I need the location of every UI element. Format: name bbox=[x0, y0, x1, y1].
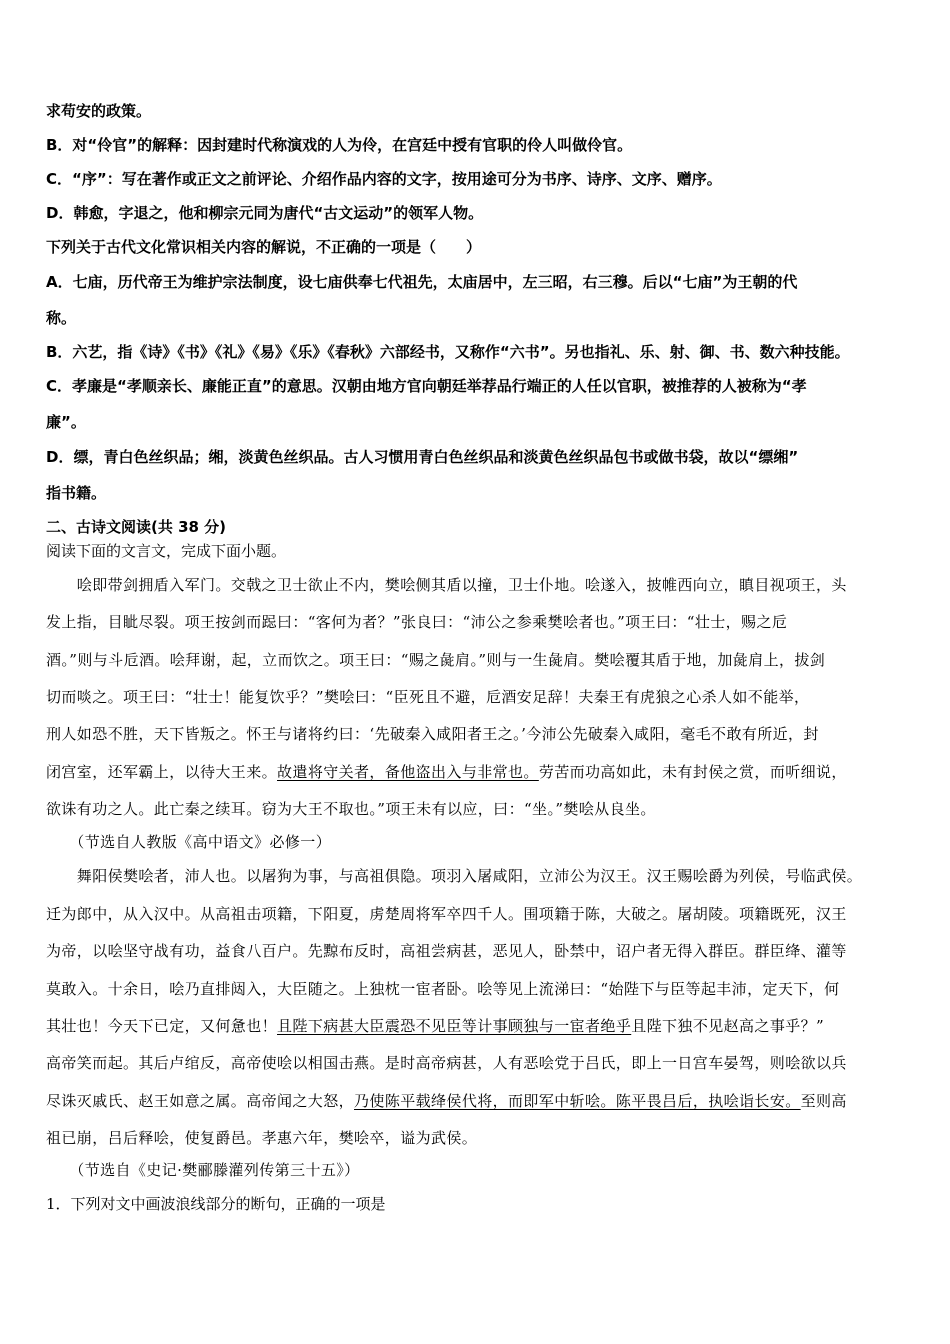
passage2-text: 尽诛灭戚氏、赵王如意之属。高帝闻之大怒， bbox=[46, 1092, 355, 1110]
passage1-line: 酒。”则与斗卮酒。哙拜谢，起，立而饮之。项王曰：“赐之彘肩。”则与一生彘肩。樊哙覆其盾于地，加彘肩上，拔剑 bbox=[46, 651, 826, 669]
passage2-line: 为帝，以哙坚守战有功，益食八百户。先黥布反时，高祖尝病甚，恶见人，卧禁中，诏户者无得入群臣。群臣绛、灌等 bbox=[46, 942, 847, 960]
passage2-text: 其壮也！今天下已定，又何惫也！ bbox=[46, 1017, 278, 1035]
prev-option-b: B．对“伶官”的解释：因封建时代称演戏的人为伶，在宫廷中授有官职的伶人叫做伶官。 bbox=[46, 136, 633, 154]
prev-option-d: D．韩愈，字退之，他和柳宗元同为唐代“古文运动”的领军人物。 bbox=[46, 204, 484, 222]
wavy-line-sentence: 且陛下病甚大臣震恐不见臣等计事顾独与一宦者绝乎 bbox=[277, 1017, 632, 1035]
passage1-line bbox=[46, 762, 847, 782]
passage1-text: 劳苦而功高如此，未有封侯之赏，而听细说， bbox=[538, 763, 847, 781]
passage2-line: 莫敢入。十余日，哙乃直排闼入，大臣随之。上独枕一宦者卧。哙等见上流涕曰：“始陛下与臣等起丰沛，定天下，何 bbox=[46, 980, 840, 998]
passage1-line: 发上指，目眦尽裂。项王按剑而跽曰：“客何为者？”张良曰：“沛公之参乘樊哙者也。”项王曰：“壮士，赐之卮 bbox=[46, 613, 788, 631]
passage1-line: 欲诛有功之人。此亡秦之续耳。窃为大王不取也。”项王未有以应，曰：“坐。”樊哙从良坐。 bbox=[46, 800, 656, 818]
question-1-stem: 1．下列对文中画波浪线部分的断句，正确的一项是 bbox=[46, 1195, 386, 1213]
section-intro: 阅读下面的文言文，完成下面小题。 bbox=[46, 542, 287, 560]
passage2-line: 迁为郎中，从入汉中。从高祖击项籍，下阳夏，虏楚周将军卒四千人。围项籍于陈，大破之。屠胡陵。项籍既死，汉王 bbox=[46, 905, 847, 923]
passage1-line: 哙即带剑拥盾入军门。交戟之卫士欲止不内，樊哙侧其盾以撞，卫士仆地。哙遂入，披帷西向立，瞋目视项王，头 bbox=[46, 576, 847, 594]
passage2-text: 且陛下独不见赵高之事乎？” bbox=[631, 1017, 825, 1035]
culture-question-stem: 下列关于古代文化常识相关内容的解说，不正确的一项是（ ） bbox=[46, 238, 482, 256]
underlined-sentence: 故遣将守关者，备他盗出入与非常也。 bbox=[277, 763, 539, 781]
passage1-text: 闭宫室，还军霸上，以待大王来。 bbox=[46, 763, 278, 781]
culture-option-d-line1: D．缥，青白色丝织品；缃，淡黄色丝织品。古人习惯用青白色丝织品和淡黄色丝织品包书或做书袋，故以“缥缃” bbox=[46, 448, 799, 466]
passage2-text: 至则高 bbox=[800, 1092, 847, 1110]
underlined-sentence: 乃使陈平载绛侯代将，而即军中斩哙。陈平畏吕后，执哙诣长安。 bbox=[354, 1092, 801, 1110]
passage1-line: 切而啖之。项王曰：“壮士！能复饮乎？”樊哙曰：“臣死且不避，卮酒安足辞！夫秦王有虎狼之心杀人如不能举， bbox=[46, 688, 810, 706]
passage2-line bbox=[46, 1016, 824, 1036]
passage2-line: 舞阳侯樊哙者，沛人也。以屠狗为事，与高祖俱隐。项羽入屠咸阳，立沛公为汉王。汉王赐哙爵为列侯，号临武侯。 bbox=[46, 867, 863, 885]
passage1-source: （节选自人教版《高中语文》必修一） bbox=[46, 833, 332, 851]
culture-option-c-line1: C．孝廉是“孝顺亲长、廉能正直”的意思。汉朝由地方官向朝廷举荐品行端正的人任以官职，被推荐的人被称为“孝 bbox=[46, 377, 807, 395]
passage2-line: 祖已崩，吕后释哙，使复爵邑。孝惠六年，樊哙卒，谥为武侯。 bbox=[46, 1129, 478, 1147]
prev-option-c: C．“序”：写在著作或正文之前评论、介绍作品内容的文字，按用途可分为书序、诗序、文序、赠序。 bbox=[46, 170, 722, 188]
passage1-line: 刑人如恐不胜，天下皆叛之。怀王与诸将约曰：‘先破秦入咸阳者王之。’今沛公先破秦入咸阳，毫毛不敢有所近，封 bbox=[46, 725, 819, 743]
passage2-source: （节选自《史记·樊郦滕灌列传第三十五》） bbox=[46, 1161, 360, 1179]
culture-option-b: B．六艺，指《诗》《书》《礼》《易》《乐》《春秋》六部经书，又称作“六书”。另也指礼、乐、射、御、书、数六种技能。 bbox=[46, 343, 850, 361]
passage2-line bbox=[46, 1091, 847, 1111]
culture-option-a-line2: 称。 bbox=[46, 309, 77, 327]
section-heading: 二、古诗文阅读(共 38 分) bbox=[46, 518, 227, 536]
passage2-line: 高帝笑而起。其后卢绾反，高帝使哙以相国击燕。是时高帝病甚，人有恶哙党于吕氏，即上一日宫车晏驾，则哙欲以兵 bbox=[46, 1054, 847, 1072]
culture-option-a-line1: A．七庙，历代帝王为维护宗法制度，设七庙供奉七代祖先，太庙居中，左三昭，右三穆。后以“七庙”为王朝的代 bbox=[46, 273, 798, 291]
culture-option-c-line2: 廉”。 bbox=[46, 413, 86, 431]
prev-question-continuation: 求苟安的政策。 bbox=[46, 102, 152, 120]
culture-option-d-line2: 指书籍。 bbox=[46, 484, 107, 502]
